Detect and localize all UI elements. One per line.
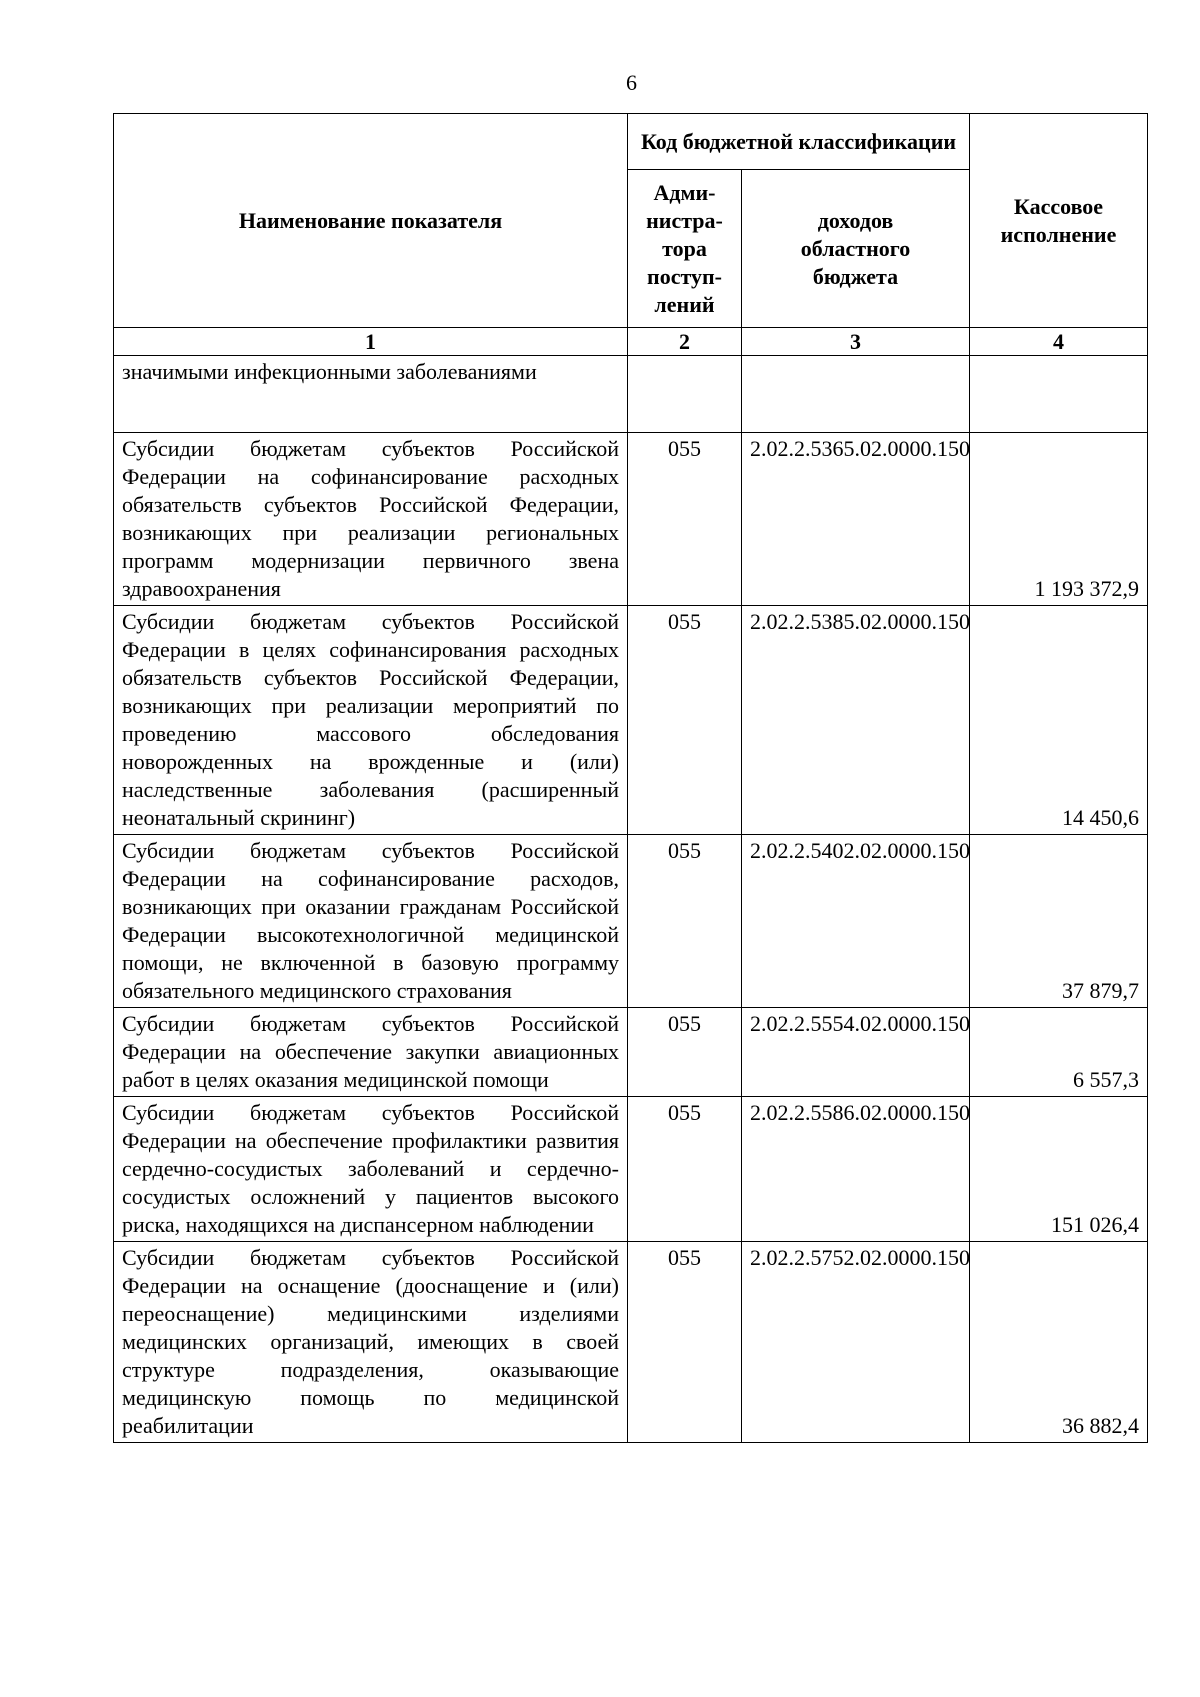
budget-code: 2.02.2.5586.02.0000.150: [742, 1097, 970, 1242]
budget-code: 2.02.2.5554.02.0000.150: [742, 1008, 970, 1097]
indicator-name: Субсидии бюджетам субъектов Российской Федерации на софинансирование расходов, возникающих при оказании гражданам Российской Федерации высокотехнологичной медицинской помощи, не включенной в базовую программу обязательного медицинского страхования: [114, 835, 628, 1008]
header-cash-execution: Кассовое исполнение: [970, 114, 1148, 328]
header-kbk-group: Код бюджетной классификации: [628, 114, 970, 170]
indicator-name: Субсидии бюджетам субъектов Российской Федерации на оснащение (дооснащение и (или) переоснащение) медицинскими изделиями медицинских организаций, имеющих в своей структуре подразделения, оказывающие медицинскую помощь по медицинской реабилитации: [114, 1242, 628, 1443]
admin-code: 055: [628, 1008, 742, 1097]
admin-code: 055: [628, 835, 742, 1008]
budget-code: 2.02.2.5365.02.0000.150: [742, 433, 970, 606]
page-number: 6: [626, 70, 637, 95]
column-number-3: 3: [742, 328, 970, 356]
budget-code: 2.02.2.5402.02.0000.150: [742, 835, 970, 1008]
admin-code: 055: [628, 1242, 742, 1443]
cash-amount: 6 557,3: [970, 1008, 1148, 1097]
admin-cell: [628, 356, 742, 433]
indicator-name: Субсидии бюджетам субъектов Российской Федерации на софинансирование расходных обязательств субъектов Российской Федерации, возникающих при реализации региональных программ модернизации первичного звена здравоохранения: [114, 433, 628, 606]
indicator-name: Субсидии бюджетам субъектов Российской Федерации в целях софинансирования расходных обязательств субъектов Российской Федерации, возникающих при реализации мероприятий по проведению массового обследования новорожденных на врожденные и (или) наследственные заболевания (расширенный неонатальный скрининг): [114, 606, 628, 835]
amount-cell: [970, 356, 1148, 433]
table-row: [114, 1097, 1148, 1242]
column-number-4: 4: [970, 328, 1148, 356]
table-row: [114, 835, 1148, 1008]
table-row: [114, 606, 1148, 835]
header-name: Наименование показателя: [114, 114, 628, 328]
cash-amount: 36 882,4: [970, 1242, 1148, 1443]
indicator-name: Субсидии бюджетам субъектов Российской Федерации на обеспечение закупки авиационных работ в целях оказания медицинской помощи: [114, 1008, 628, 1097]
indicator-name: Субсидии бюджетам субъектов Российской Федерации на обеспечение профилактики развития сердечно-сосудистых заболеваний и сердечно-сосудистых осложнений у пациентов высокого риска, находящихся на диспансерном наблюдении: [114, 1097, 628, 1242]
continuation-text: значимыми инфекционными заболеваниями: [114, 356, 628, 433]
table-row: [114, 1242, 1148, 1443]
admin-code: 055: [628, 1097, 742, 1242]
table-row: [114, 1008, 1148, 1097]
header-admin: Адми-нистра-тора поступ-лений: [628, 170, 742, 328]
table-row-continuation: [114, 356, 1148, 433]
admin-code: 055: [628, 433, 742, 606]
code-cell: [742, 356, 970, 433]
cash-amount: 37 879,7: [970, 835, 1148, 1008]
budget-table: [113, 113, 1148, 1443]
budget-code: 2.02.2.5385.02.0000.150: [742, 606, 970, 835]
cash-amount: 1 193 372,9: [970, 433, 1148, 606]
cash-amount: 14 450,6: [970, 606, 1148, 835]
cash-amount: 151 026,4: [970, 1097, 1148, 1242]
header-income-code: доходов областного бюджета: [742, 170, 970, 328]
table-row: [114, 433, 1148, 606]
column-number-1: 1: [114, 328, 628, 356]
column-number-2: 2: [628, 328, 742, 356]
budget-code: 2.02.2.5752.02.0000.150: [742, 1242, 970, 1443]
admin-code: 055: [628, 606, 742, 835]
